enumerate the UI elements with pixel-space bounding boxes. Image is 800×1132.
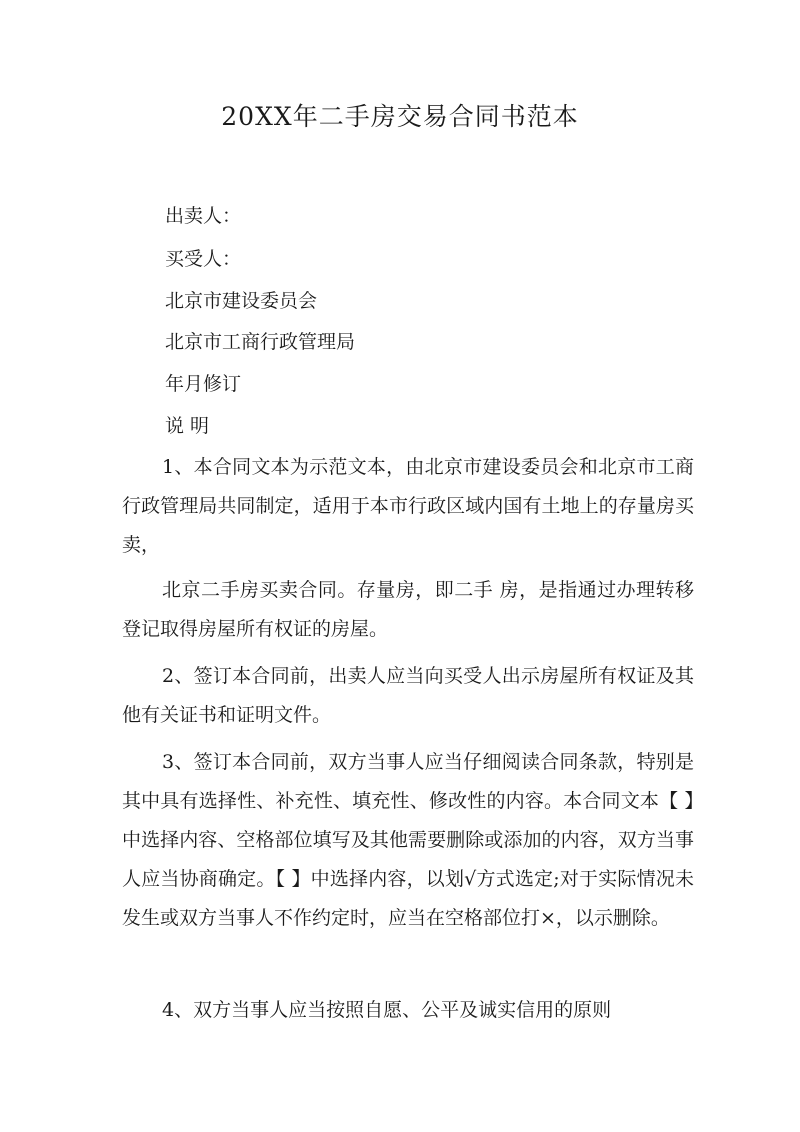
revision-date: 年月修订: [165, 373, 242, 395]
instructions-heading: 说 明: [165, 415, 210, 437]
issuer-commerce-bureau: 北京市工商行政管理局: [165, 331, 356, 353]
buyer-label: 买受人：: [165, 248, 242, 270]
paragraph-4: 3、签订本合同前，双方当事人应当仔细阅读合同条款，特别是其中具有选择性、补充性、填充性、修改性的内容。本合同文本【 】中选择内容、空格部位填写及其他需要删除或添加的内容，双方当事人应当协商确定。【 】中选择内容，以划√方式选定;对于实际情况未发生或双方当事人不作约定时，应当在空格部位打×，以示删除。: [122, 751, 694, 929]
paragraph-5: 4、双方当事人应当按照自愿、公平及诚实信用的原则: [162, 999, 612, 1021]
paragraph-1: 1、本合同文本为示范文本，由北京市建设委员会和北京市工商行政管理局共同制定，适用于本市行政区域内国有土地上的存量房买卖，: [122, 456, 694, 556]
paragraph-2: 北京二手房买卖合同。存量房，即二手 房，是指通过办理转移登记取得房屋所有权证的房屋。: [122, 579, 694, 640]
issuer-construction-committee: 北京市建设委员会: [165, 290, 318, 312]
paragraph-3: 2、签订本合同前，出卖人应当向买受人出示房屋所有权证及其他有关证书和证明文件。: [122, 665, 694, 726]
document-title: 20XX年二手房交易合同书范本: [221, 102, 579, 131]
seller-label: 出卖人：: [165, 205, 242, 227]
